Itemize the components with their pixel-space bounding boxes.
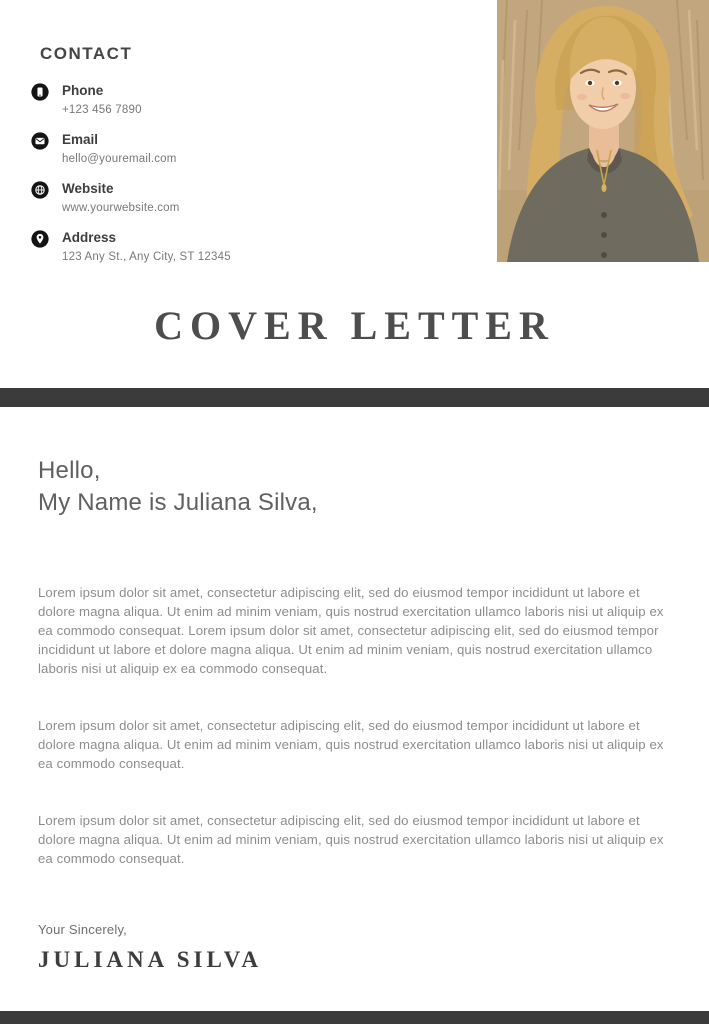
contact-value-address: 123 Any St., Any City, ST 12345 — [62, 251, 231, 263]
contact-heading: CONTACT — [40, 44, 133, 63]
contact-value-phone: +123 456 7890 — [62, 104, 142, 116]
contact-label-email: Email — [62, 132, 99, 147]
footer-bar — [0, 1011, 709, 1024]
greeting-line2: My Name is Juliana Silva, — [38, 489, 318, 516]
letter-body — [38, 455, 672, 906]
globe-icon — [31, 181, 49, 199]
letter-paragraphs — [38, 583, 672, 868]
contact-label-address: Address — [62, 230, 117, 245]
contact-label-website: Website — [62, 181, 114, 196]
signature-name: JULIANA SILVA — [38, 947, 262, 972]
contact-item-phone — [31, 82, 460, 118]
contact-item-address — [31, 229, 460, 265]
phone-icon — [31, 83, 49, 101]
email-icon — [31, 132, 49, 150]
paragraph-3: Lorem ipsum dolor sit amet, consectetur adipiscing elit, sed do eiusmod tempor incididunt ut labore et dolore magna aliqua. Ut enim ad minim veniam, quis nostrud exercitation ullamco laboris nisi ut aliquip ex ea commodo consequat. — [38, 813, 664, 866]
contact-value-email: hello@youremail.com — [62, 153, 177, 165]
page-title: COVER LETTER — [154, 303, 555, 348]
contact-section — [40, 44, 460, 278]
divider-bar — [0, 388, 709, 407]
contact-label-phone: Phone — [62, 83, 104, 98]
closing-salutation: Your Sincerely, — [38, 922, 127, 937]
portrait-photo — [497, 0, 709, 262]
contact-value-website: www.yourwebsite.com — [62, 202, 180, 214]
paragraph-1: Lorem ipsum dolor sit amet, consectetur adipiscing elit, sed do eiusmod tempor incididunt ut labore et dolore magna aliqua. Ut enim ad minim veniam, quis nostrud exercitation ullamco laboris nisi ut aliquip ex ea commodo consequat. Lorem ipsum dolor sit amet, consectetur adipiscing elit, sed do eiusmod tempor incididunt ut labore et dolore magna aliqua. Ut enim ad minim veniam, quis nostrud exercitation ullamco laboris nisi ut aliquip ex ea commodo consequat. — [38, 585, 664, 676]
paragraph-2: Lorem ipsum dolor sit amet, consectetur adipiscing elit, sed do eiusmod tempor incididunt ut labore et dolore magna aliqua. Ut enim ad minim veniam, quis nostrud exercitation ullamco laboris nisi ut aliquip ex ea commodo consequat. — [38, 718, 664, 771]
contact-item-website — [31, 180, 460, 216]
contact-item-email — [31, 131, 460, 167]
closing-block — [38, 922, 262, 973]
location-icon — [31, 230, 49, 248]
greeting-line1: Hello, — [38, 457, 101, 484]
